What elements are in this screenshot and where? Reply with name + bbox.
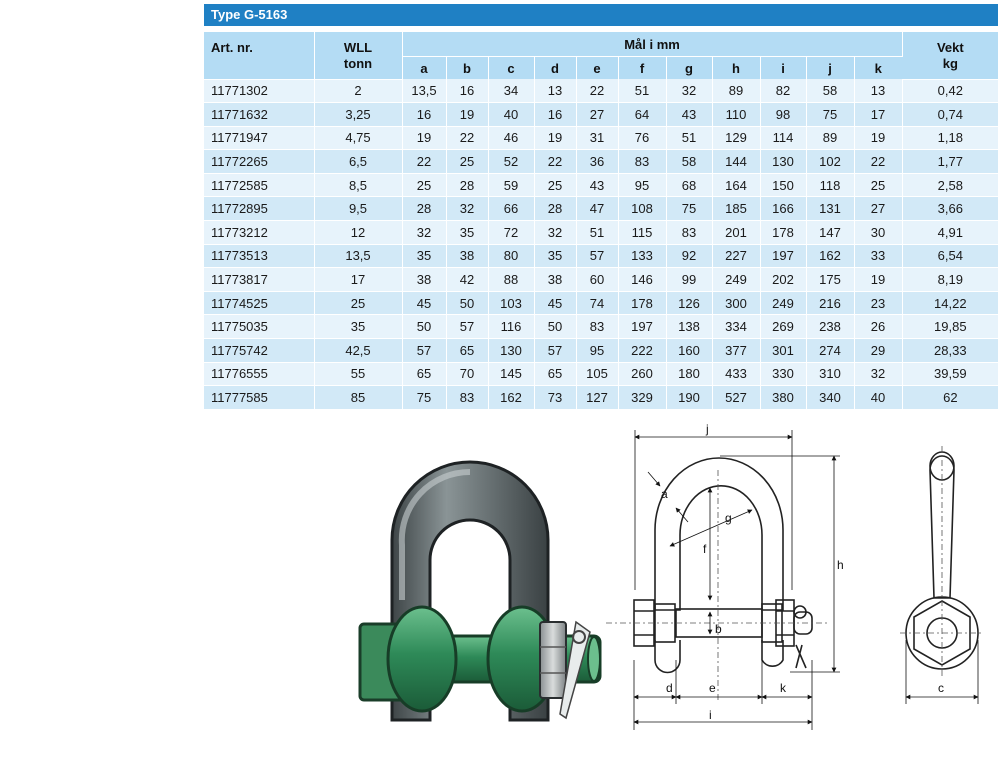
cell-dim-d: 13 bbox=[534, 79, 576, 103]
cell-art-nr: 11773817 bbox=[204, 268, 314, 292]
cell-art-nr: 11773212 bbox=[204, 221, 314, 245]
shackle-image bbox=[360, 462, 600, 720]
cell-dim-b: 22 bbox=[446, 126, 488, 150]
cell-dim-b: 57 bbox=[446, 315, 488, 339]
cell-weight: 14,22 bbox=[902, 291, 998, 315]
cell-dim-b: 65 bbox=[446, 339, 488, 363]
cell-weight: 62 bbox=[902, 386, 998, 410]
cell-dim-h: 129 bbox=[712, 126, 760, 150]
cell-wll: 8,5 bbox=[314, 173, 402, 197]
cell-dim-i: 82 bbox=[760, 79, 806, 103]
cell-dim-h: 201 bbox=[712, 221, 760, 245]
cell-dim-j: 340 bbox=[806, 386, 854, 410]
cell-dim-g: 75 bbox=[666, 197, 712, 221]
cell-dim-i: 166 bbox=[760, 197, 806, 221]
cell-wll: 42,5 bbox=[314, 339, 402, 363]
cell-art-nr: 11772265 bbox=[204, 150, 314, 174]
dim-label-i: i bbox=[709, 708, 712, 722]
cell-art-nr: 11771947 bbox=[204, 126, 314, 150]
cell-dim-k: 19 bbox=[854, 268, 902, 292]
header-dim-k: k bbox=[854, 57, 902, 80]
cell-dim-b: 32 bbox=[446, 197, 488, 221]
cell-dim-d: 22 bbox=[534, 150, 576, 174]
header-dim-j: j bbox=[806, 57, 854, 80]
table-title: Type G-5163 bbox=[204, 4, 998, 26]
cell-dim-h: 89 bbox=[712, 79, 760, 103]
cell-dim-f: 178 bbox=[618, 291, 666, 315]
cell-dim-f: 222 bbox=[618, 339, 666, 363]
cell-wll: 6,5 bbox=[314, 150, 402, 174]
cell-dim-a: 50 bbox=[402, 315, 446, 339]
cell-dim-d: 73 bbox=[534, 386, 576, 410]
cell-dim-i: 380 bbox=[760, 386, 806, 410]
cell-art-nr: 11773513 bbox=[204, 244, 314, 268]
cell-dim-k: 40 bbox=[854, 386, 902, 410]
cell-dim-h: 377 bbox=[712, 339, 760, 363]
cell-dim-d: 28 bbox=[534, 197, 576, 221]
cell-dim-h: 110 bbox=[712, 103, 760, 127]
header-dim-f: f bbox=[618, 57, 666, 80]
cell-dim-g: 126 bbox=[666, 291, 712, 315]
cell-dim-k: 33 bbox=[854, 244, 902, 268]
cell-dim-h: 249 bbox=[712, 268, 760, 292]
cell-dim-j: 75 bbox=[806, 103, 854, 127]
cell-dim-e: 27 bbox=[576, 103, 618, 127]
cell-dim-f: 115 bbox=[618, 221, 666, 245]
cell-dim-i: 269 bbox=[760, 315, 806, 339]
cell-dim-j: 274 bbox=[806, 339, 854, 363]
cell-weight: 2,58 bbox=[902, 173, 998, 197]
cell-dim-a: 35 bbox=[402, 244, 446, 268]
cell-dim-f: 133 bbox=[618, 244, 666, 268]
cell-weight: 3,66 bbox=[902, 197, 998, 221]
cell-dim-h: 144 bbox=[712, 150, 760, 174]
cell-dim-j: 131 bbox=[806, 197, 854, 221]
cell-dim-k: 23 bbox=[854, 291, 902, 315]
header-dim-d: d bbox=[534, 57, 576, 80]
cell-weight: 19,85 bbox=[902, 315, 998, 339]
cell-wll: 4,75 bbox=[314, 126, 402, 150]
dim-label-j: j bbox=[706, 422, 709, 436]
cell-dim-e: 74 bbox=[576, 291, 618, 315]
cell-weight: 0,74 bbox=[902, 103, 998, 127]
cell-dim-f: 146 bbox=[618, 268, 666, 292]
dim-label-k: k bbox=[780, 681, 786, 695]
cell-wll: 35 bbox=[314, 315, 402, 339]
cell-dim-c: 145 bbox=[488, 362, 534, 386]
cell-wll: 3,25 bbox=[314, 103, 402, 127]
cell-dim-d: 65 bbox=[534, 362, 576, 386]
cell-art-nr: 11777585 bbox=[204, 386, 314, 410]
cell-dim-j: 118 bbox=[806, 173, 854, 197]
cell-dim-b: 16 bbox=[446, 79, 488, 103]
cell-dim-g: 68 bbox=[666, 173, 712, 197]
cell-dim-b: 38 bbox=[446, 244, 488, 268]
cell-dim-k: 30 bbox=[854, 221, 902, 245]
cell-dim-b: 28 bbox=[446, 173, 488, 197]
cell-dim-g: 92 bbox=[666, 244, 712, 268]
cell-art-nr: 11771302 bbox=[204, 79, 314, 103]
cell-dim-e: 83 bbox=[576, 315, 618, 339]
header-dim-g: g bbox=[666, 57, 712, 80]
dim-label-f: f bbox=[703, 542, 707, 556]
cell-dim-k: 29 bbox=[854, 339, 902, 363]
cell-wll: 2 bbox=[314, 79, 402, 103]
cell-dim-j: 238 bbox=[806, 315, 854, 339]
cell-dim-c: 162 bbox=[488, 386, 534, 410]
cell-dim-e: 51 bbox=[576, 221, 618, 245]
cell-dim-i: 249 bbox=[760, 291, 806, 315]
cell-dim-j: 216 bbox=[806, 291, 854, 315]
cell-dim-d: 19 bbox=[534, 126, 576, 150]
cell-dim-i: 98 bbox=[760, 103, 806, 127]
cell-dim-i: 178 bbox=[760, 221, 806, 245]
header-weight: Vekt kg bbox=[902, 32, 998, 79]
cell-dim-c: 88 bbox=[488, 268, 534, 292]
cell-dim-i: 114 bbox=[760, 126, 806, 150]
cell-dim-e: 43 bbox=[576, 173, 618, 197]
cell-dim-g: 32 bbox=[666, 79, 712, 103]
cell-dim-d: 25 bbox=[534, 173, 576, 197]
cell-dim-c: 52 bbox=[488, 150, 534, 174]
cell-dim-e: 36 bbox=[576, 150, 618, 174]
cell-dim-f: 95 bbox=[618, 173, 666, 197]
cell-dim-i: 330 bbox=[760, 362, 806, 386]
cell-art-nr: 11771632 bbox=[204, 103, 314, 127]
cell-dim-e: 95 bbox=[576, 339, 618, 363]
cell-dim-c: 46 bbox=[488, 126, 534, 150]
cell-dim-k: 13 bbox=[854, 79, 902, 103]
cell-dim-g: 83 bbox=[666, 221, 712, 245]
cell-dim-c: 130 bbox=[488, 339, 534, 363]
cell-dim-e: 47 bbox=[576, 197, 618, 221]
cell-dim-g: 190 bbox=[666, 386, 712, 410]
cell-dim-b: 70 bbox=[446, 362, 488, 386]
cell-dim-c: 72 bbox=[488, 221, 534, 245]
cell-dim-f: 83 bbox=[618, 150, 666, 174]
cell-dim-a: 75 bbox=[402, 386, 446, 410]
header-dim-h: h bbox=[712, 57, 760, 80]
cell-dim-j: 162 bbox=[806, 244, 854, 268]
cell-dim-b: 25 bbox=[446, 150, 488, 174]
cell-dim-a: 25 bbox=[402, 173, 446, 197]
cell-dim-a: 45 bbox=[402, 291, 446, 315]
cell-dim-i: 130 bbox=[760, 150, 806, 174]
cell-dim-h: 527 bbox=[712, 386, 760, 410]
cell-dim-k: 26 bbox=[854, 315, 902, 339]
cell-dim-a: 16 bbox=[402, 103, 446, 127]
cell-dim-f: 197 bbox=[618, 315, 666, 339]
cell-dim-c: 116 bbox=[488, 315, 534, 339]
cell-weight: 8,19 bbox=[902, 268, 998, 292]
dim-label-h: h bbox=[837, 558, 844, 572]
header-dim-i: i bbox=[760, 57, 806, 80]
cell-dim-d: 35 bbox=[534, 244, 576, 268]
cell-dim-j: 102 bbox=[806, 150, 854, 174]
cell-dim-g: 51 bbox=[666, 126, 712, 150]
cell-dim-g: 138 bbox=[666, 315, 712, 339]
cell-art-nr: 11772585 bbox=[204, 173, 314, 197]
cell-dim-a: 65 bbox=[402, 362, 446, 386]
cell-dim-a: 19 bbox=[402, 126, 446, 150]
cell-dim-a: 13,5 bbox=[402, 79, 446, 103]
cell-art-nr: 11775035 bbox=[204, 315, 314, 339]
cell-dim-c: 66 bbox=[488, 197, 534, 221]
header-dimensions: Mål i mm bbox=[402, 32, 902, 57]
cell-dim-i: 150 bbox=[760, 173, 806, 197]
cell-dim-d: 50 bbox=[534, 315, 576, 339]
cell-dim-e: 127 bbox=[576, 386, 618, 410]
cell-weight: 1,18 bbox=[902, 126, 998, 150]
cell-dim-d: 57 bbox=[534, 339, 576, 363]
cell-dim-d: 38 bbox=[534, 268, 576, 292]
cell-dim-e: 22 bbox=[576, 79, 618, 103]
cell-dim-f: 329 bbox=[618, 386, 666, 410]
cell-dim-g: 160 bbox=[666, 339, 712, 363]
dim-label-d: d bbox=[666, 681, 673, 695]
cell-dim-f: 64 bbox=[618, 103, 666, 127]
cell-dim-h: 227 bbox=[712, 244, 760, 268]
cell-dim-g: 99 bbox=[666, 268, 712, 292]
cell-dim-a: 57 bbox=[402, 339, 446, 363]
cell-dim-f: 260 bbox=[618, 362, 666, 386]
cell-art-nr: 11776555 bbox=[204, 362, 314, 386]
cell-weight: 6,54 bbox=[902, 244, 998, 268]
cell-dim-a: 32 bbox=[402, 221, 446, 245]
cell-dim-c: 40 bbox=[488, 103, 534, 127]
dim-label-b: b bbox=[715, 622, 722, 636]
cell-dim-f: 108 bbox=[618, 197, 666, 221]
cell-dim-c: 34 bbox=[488, 79, 534, 103]
cell-dim-g: 43 bbox=[666, 103, 712, 127]
cell-dim-k: 17 bbox=[854, 103, 902, 127]
cell-dim-a: 22 bbox=[402, 150, 446, 174]
cell-dim-d: 32 bbox=[534, 221, 576, 245]
cell-dim-b: 50 bbox=[446, 291, 488, 315]
header-dim-b: b bbox=[446, 57, 488, 80]
cell-dim-j: 310 bbox=[806, 362, 854, 386]
cell-dim-e: 57 bbox=[576, 244, 618, 268]
cell-dim-f: 51 bbox=[618, 79, 666, 103]
cell-dim-j: 89 bbox=[806, 126, 854, 150]
cell-weight: 4,91 bbox=[902, 221, 998, 245]
cell-dim-j: 58 bbox=[806, 79, 854, 103]
cell-dim-f: 76 bbox=[618, 126, 666, 150]
cell-dim-c: 80 bbox=[488, 244, 534, 268]
cell-dim-h: 334 bbox=[712, 315, 760, 339]
cell-wll: 25 bbox=[314, 291, 402, 315]
cell-dim-i: 202 bbox=[760, 268, 806, 292]
cell-dim-h: 185 bbox=[712, 197, 760, 221]
cell-dim-e: 105 bbox=[576, 362, 618, 386]
cell-dim-a: 28 bbox=[402, 197, 446, 221]
cell-weight: 1,77 bbox=[902, 150, 998, 174]
cell-dim-k: 25 bbox=[854, 173, 902, 197]
cell-dim-d: 16 bbox=[534, 103, 576, 127]
cell-wll: 85 bbox=[314, 386, 402, 410]
cell-art-nr: 11772895 bbox=[204, 197, 314, 221]
cell-dim-d: 45 bbox=[534, 291, 576, 315]
cell-dim-k: 32 bbox=[854, 362, 902, 386]
cell-wll: 55 bbox=[314, 362, 402, 386]
cell-weight: 39,59 bbox=[902, 362, 998, 386]
cell-dim-b: 19 bbox=[446, 103, 488, 127]
cell-dim-a: 38 bbox=[402, 268, 446, 292]
dim-label-e: e bbox=[709, 681, 716, 695]
cell-dim-c: 59 bbox=[488, 173, 534, 197]
cell-dim-k: 19 bbox=[854, 126, 902, 150]
cell-dim-g: 180 bbox=[666, 362, 712, 386]
cell-dim-g: 58 bbox=[666, 150, 712, 174]
dim-label-g: g bbox=[725, 511, 732, 525]
cell-dim-b: 42 bbox=[446, 268, 488, 292]
cell-dim-e: 31 bbox=[576, 126, 618, 150]
cell-wll: 13,5 bbox=[314, 244, 402, 268]
cell-wll: 12 bbox=[314, 221, 402, 245]
front-view-dimensions bbox=[634, 430, 840, 730]
cell-dim-h: 164 bbox=[712, 173, 760, 197]
cell-art-nr: 11775742 bbox=[204, 339, 314, 363]
cell-dim-c: 103 bbox=[488, 291, 534, 315]
cell-dim-b: 83 bbox=[446, 386, 488, 410]
header-dim-c: c bbox=[488, 57, 534, 80]
header-art: Art. nr. bbox=[204, 32, 314, 79]
cell-weight: 28,33 bbox=[902, 339, 998, 363]
cell-wll: 17 bbox=[314, 268, 402, 292]
cell-dim-j: 147 bbox=[806, 221, 854, 245]
cell-dim-h: 433 bbox=[712, 362, 760, 386]
cell-dim-h: 300 bbox=[712, 291, 760, 315]
cell-dim-b: 35 bbox=[446, 221, 488, 245]
cell-art-nr: 11774525 bbox=[204, 291, 314, 315]
header-dim-e: e bbox=[576, 57, 618, 80]
cell-dim-k: 27 bbox=[854, 197, 902, 221]
dim-label-c: c bbox=[938, 681, 944, 695]
header-dim-a: a bbox=[402, 57, 446, 80]
dim-label-a: a bbox=[661, 487, 668, 501]
cell-dim-j: 175 bbox=[806, 268, 854, 292]
header-wll: WLL tonn bbox=[314, 32, 402, 79]
cell-dim-e: 60 bbox=[576, 268, 618, 292]
cell-weight: 0,42 bbox=[902, 79, 998, 103]
cell-dim-k: 22 bbox=[854, 150, 902, 174]
cell-dim-i: 301 bbox=[760, 339, 806, 363]
cell-wll: 9,5 bbox=[314, 197, 402, 221]
cell-dim-i: 197 bbox=[760, 244, 806, 268]
